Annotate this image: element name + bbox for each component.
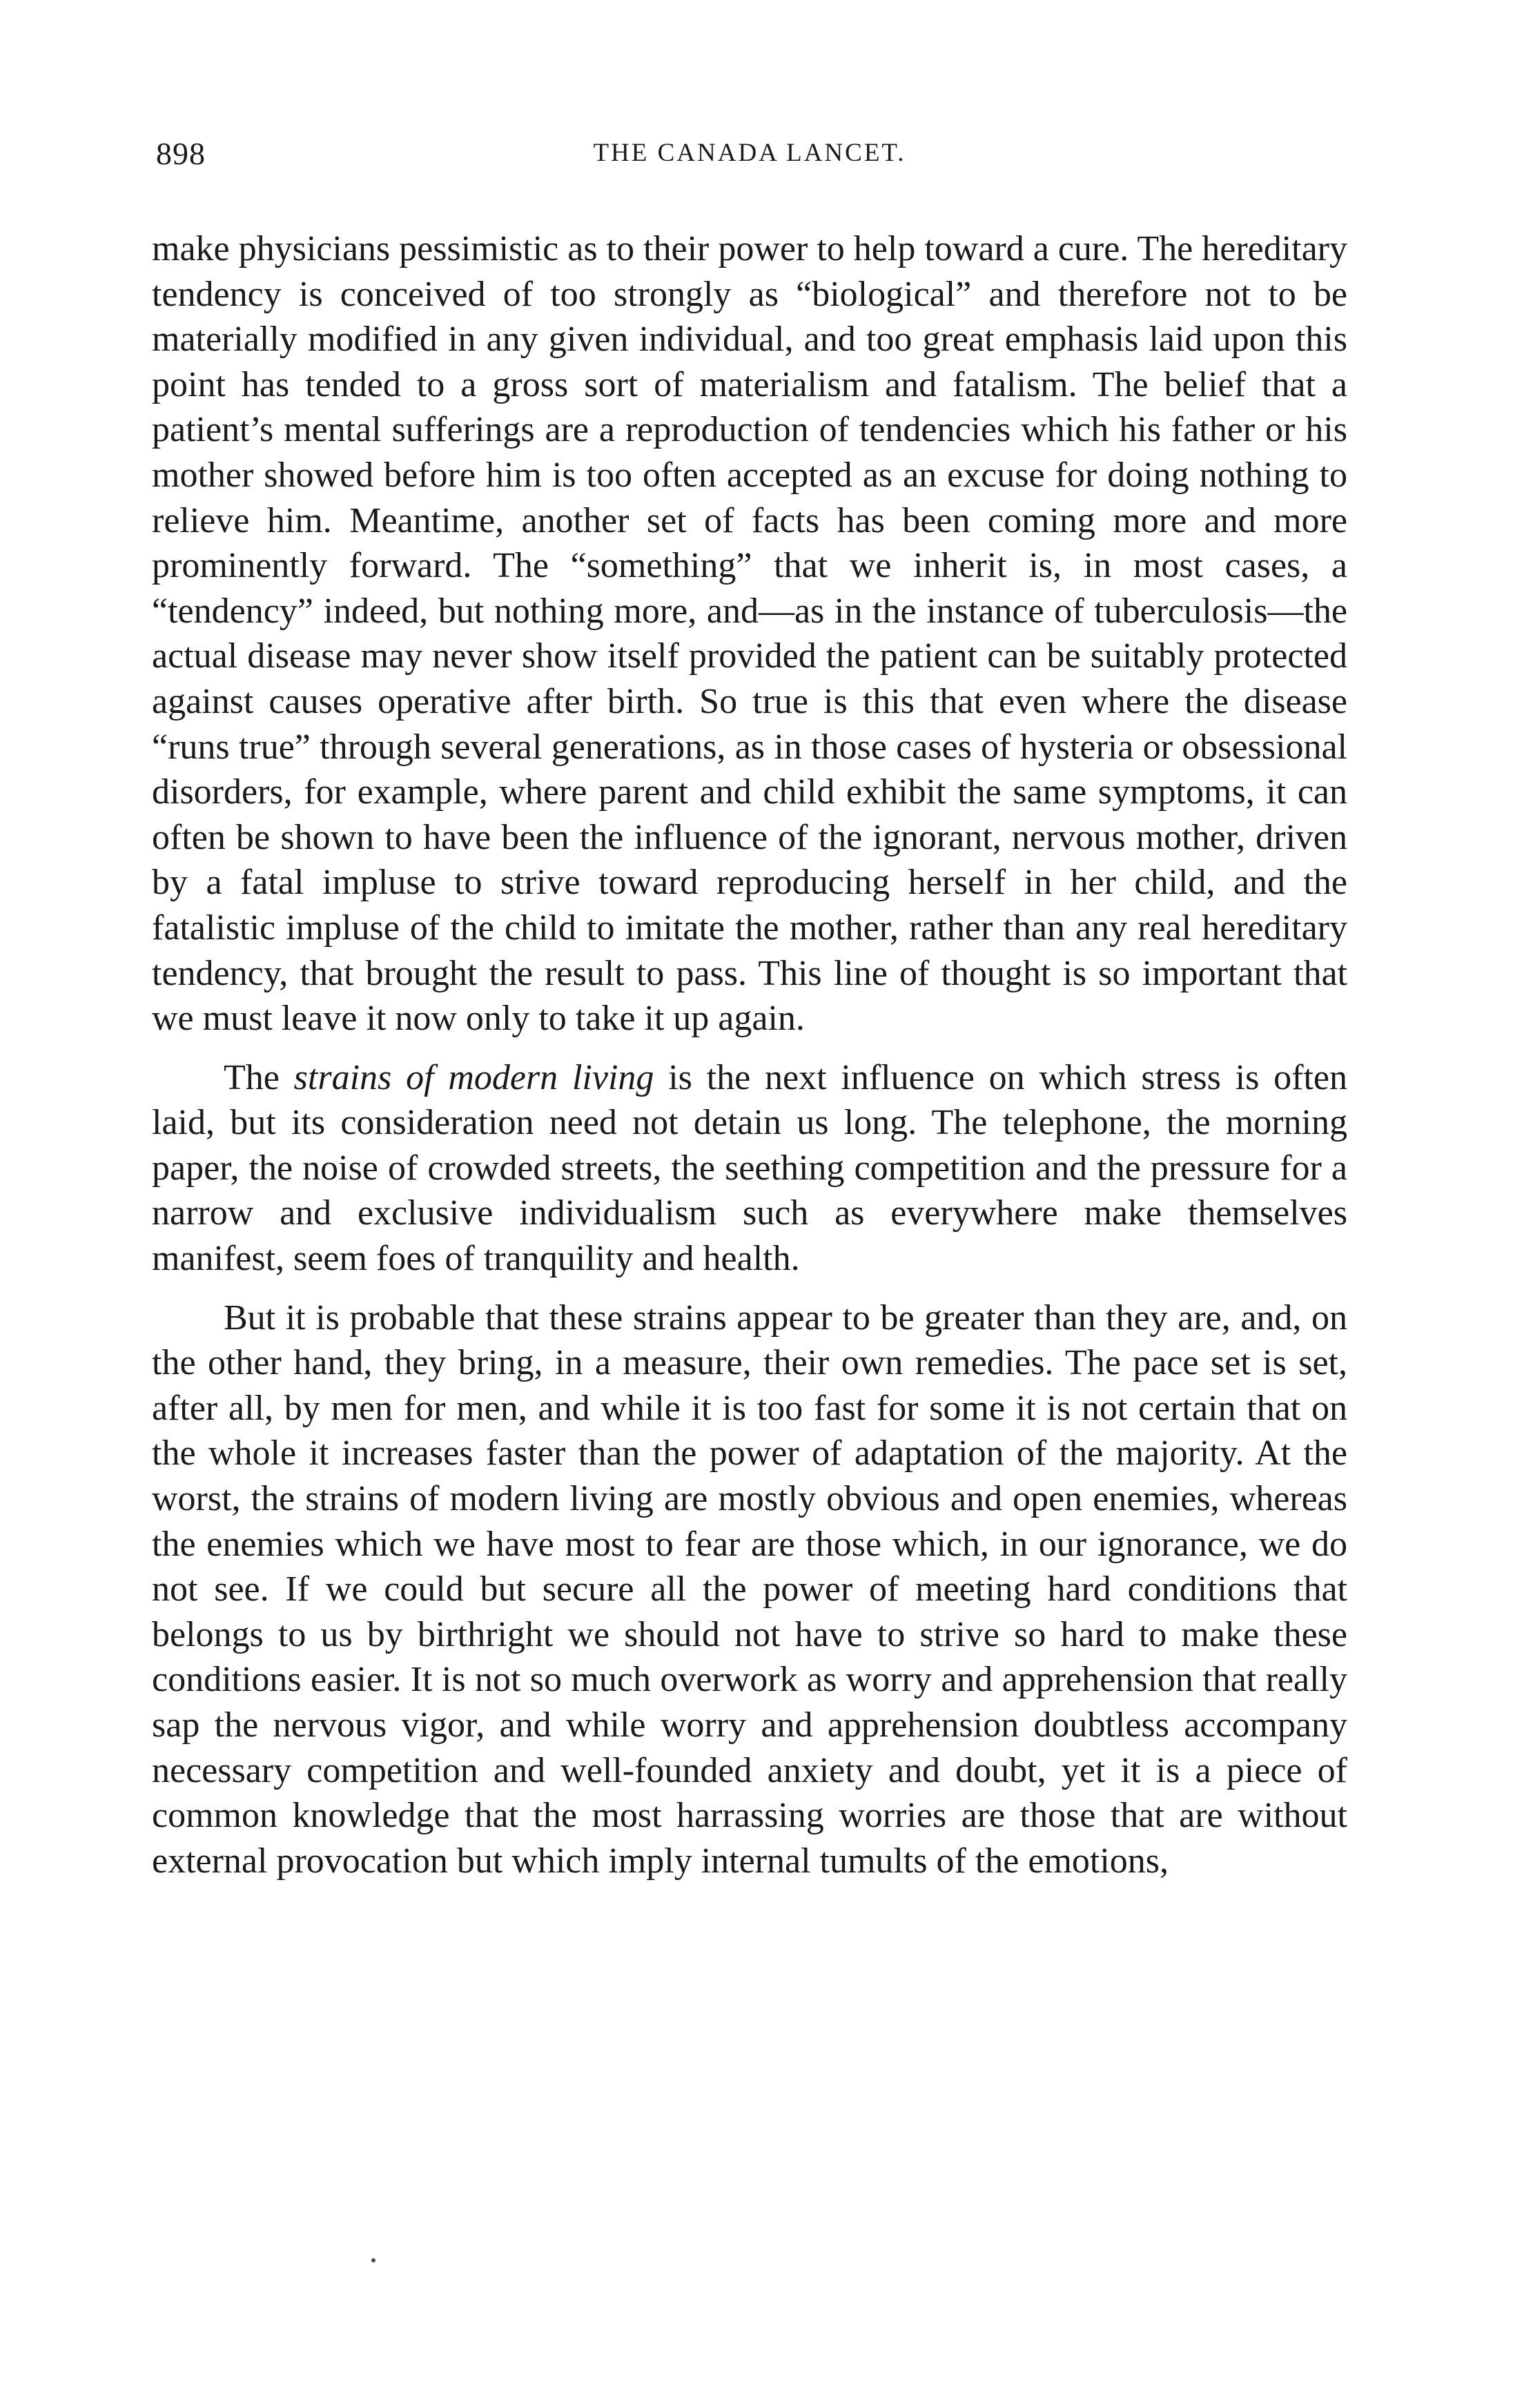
page-number: 898 xyxy=(156,136,206,171)
paragraph-remedies: But it is probable that these strains appear to be greater than they are, and, on the other hand, they bring, in a measure, their own remedies. The pace set is set, after all, by men for men, and while it is too fast for some it is not certain that on the whole it increases faster than the power of adaptation of the majority. At the worst, the strains of modern living are mostly obvious and open enemies, whereas the enemies which we have most to fear are those which, in our ignorance, we do not see. If we could but secure all the power of meeting hard conditions that belongs to us by birthright we should not have to strive so hard to make these conditions easier. It is not so much overwork as worry and apprehension that really sap the nervous vigor, and while worry and apprehension doubtless accompany necessary competition and well-founded anxiety and doubt, yet it is a piece of common knowledge that the most harrassing worries are those that are without external provocation but which imply internal tumults of the emotions, xyxy=(152,1298,1347,1881)
body-text xyxy=(152,226,1347,1897)
paragraph-strains-intro: The xyxy=(224,1057,280,1097)
paragraph-strains xyxy=(152,1055,1347,1282)
paragraph-strains-rest: is the next influence on which stress is often laid, but its consideration need not detain us long. The telephone, the morning paper, the noise of crowded streets, the seething competition and the pressure for a narrow and exclusive individualism such as everywhere make themselves manifest, seem foes of tranquility and health. xyxy=(152,1057,1348,1279)
ink-speck xyxy=(371,2258,375,2262)
paragraph-strains-italic: strains of modern living xyxy=(293,1057,654,1097)
page-header xyxy=(156,135,1343,177)
running-head: THE CANADA LANCET. xyxy=(593,139,906,167)
paragraph-heredity: make physicians pessimistic as to their power to help toward a cure. The hereditary tendency is conceived of too strongly as “biological” and therefore not to be materially modified in any given individual, and too great emphasis laid upon this point has tended to a gross sort of materialism and fatalism. The belief that a patient’s mental sufferings are a reproduction of tendencies which his father or his mother showed before him is too often accepted as an excuse for doing nothing to relieve him. Meantime, another set of facts has been coming more and more prominently forward. The “something” that we inherit is, in most cases, a “tendency” indeed, but nothing more, and—as in the instance of tuberculosis—the actual disease may never show itself provided the patient can be suitably protected against causes operative after birth. So true is this that even where the disease “runs true” through several generations, as in those cases of hysteria or obsessional disorders, for example, where parent and child exhibit the same symptoms, it can often be shown to have been the influence of the ignorant, nervous mother, driven by a fatal impluse to strive toward reproducing herself in her child, and the fatalistic impluse of the child to imitate the mother, rather than any real hereditary tendency, that brought the result to pass. This line of thought is so important that we must leave it now only to take it up again. xyxy=(152,229,1347,1039)
